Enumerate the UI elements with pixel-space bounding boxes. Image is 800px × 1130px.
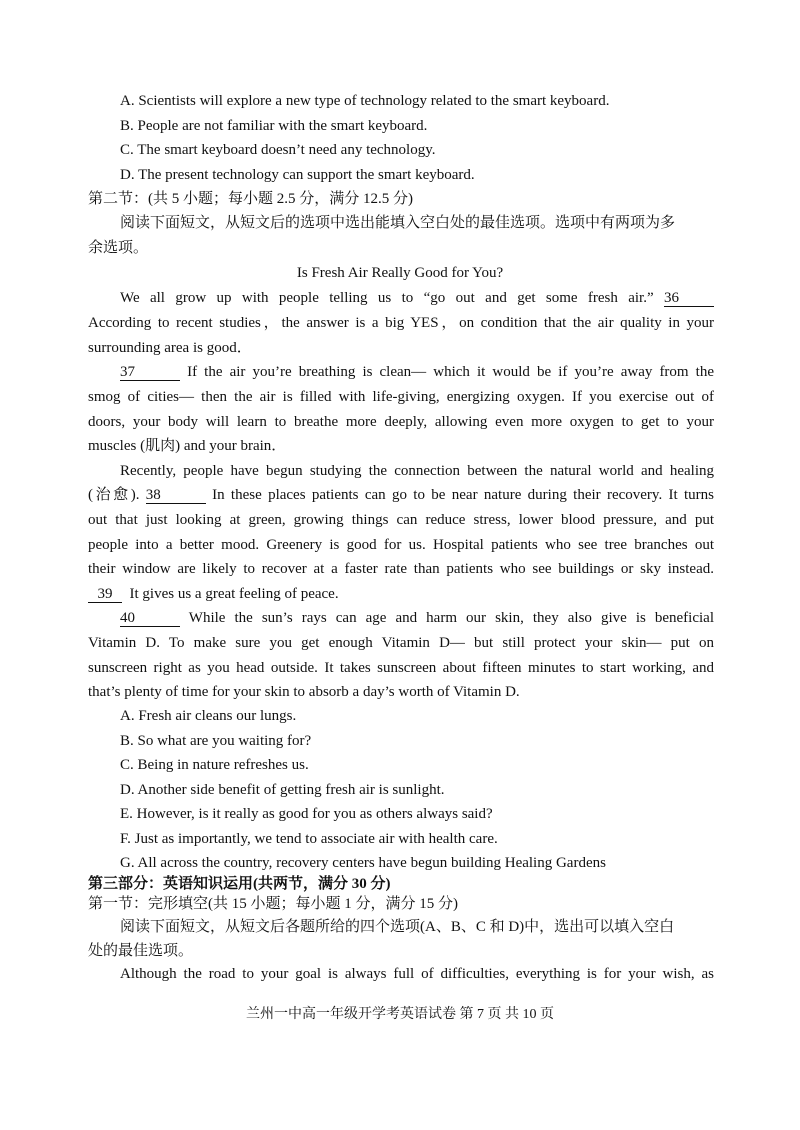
passage-line: (治愈). 38 In these places patients can go to be near nature during their recovery. It turns [88,487,715,503]
passage-line: their window are likely to recover at a faster rate than patients who see buildings or sky instead. [88,561,714,577]
part3-subheader: 第一节：完形填空(共 15 小题；每小题 1 分，满分 15 分) [88,896,458,912]
passage-line: Although the road to your goal is always full of difficulties, everything is for your wish, as [120,966,714,982]
passage-line: 37 If the air you’re breathing is clean— which it would be if you’re away from the [120,364,715,380]
prev-option-a: A. Scientists will explore a new type of technology related to the smart keyboard. [120,93,610,109]
passage-line: smog of cities— then the air is filled with life-giving, energizing oxygen. If you exercise out of [88,389,714,405]
passage-line: sunscreen right as you head outside. It takes sunscreen about fifteen minutes to start working, and [88,660,714,676]
answer-option-g: G. All across the country, recovery centers have begun building Healing Gardens [120,855,606,871]
passage-line: muscles (肌肉) and your brain． [88,438,287,454]
passage-line: 39 It gives us a great feeling of peace. [88,584,714,604]
answer-option-f: F. Just as importantly, we tend to associate air with health care. [120,831,498,847]
blank-39: 39 [88,586,122,603]
prev-option-c: C. The smart keyboard doesn’t need any technology. [120,142,436,158]
blank-37: 37 [120,364,180,381]
prev-option-b: B. People are not familiar with the smart keyboard. [120,118,428,134]
answer-option-d: D. Another side benefit of getting fresh air is sunlight. [120,782,445,798]
passage-line: doors, your body will learn to breathe more deeply, allowing even more oxygen to get to your [88,414,714,430]
passage-line: out that just looking at green, growing things can reduce stress, lower blood pressure, and put [88,512,714,528]
answer-option-c: C. Being in nature refreshes us. [120,757,309,773]
section2-instruction-cont: 余选项。 [88,240,149,256]
answer-option-e: E. However, is it really as good for you as others always said? [120,806,493,822]
passage-line: Recently, people have begun studying the connection between the natural world and healing [120,463,714,479]
part3-header: 第三部分：英语知识运用(共两节，满分 30 分) [88,876,391,892]
passage-title: Is Fresh Air Really Good for You? [296,265,504,281]
prev-option-d: D. The present technology can support the smart keyboard. [120,167,475,183]
part3-instruction: 阅读下面短文，从短文后各题所给的四个选项(A、B、C 和 D)中，选出可以填入空白 [120,919,675,935]
passage-line: surrounding area is good． [88,340,252,356]
passage-line: Vitamin D. To make sure you get enough Vitamin D— but still protect your skin— put on [88,635,714,651]
passage-line: According to recent studies，the answer is a big YES，on condition that the air quality in your [88,315,714,331]
blank-38: 38 [146,487,206,504]
passage-line: We all grow up with people telling us to “go out and get some fresh air.” 36 [120,288,714,308]
section2-header: 第二节：(共 5 小题；每小题 2.5 分，满分 12.5 分) [88,191,413,207]
blank-36: 36 [664,290,714,307]
passage-line: that’s plenty of time for your skin to absorb a day’s worth of Vitamin D. [88,684,520,700]
passage-line: 40 While the sun’s rays can age and harm our skin, they also give is beneficial [120,610,714,626]
part3-instruction-cont: 处的最佳选项。 [88,943,194,959]
answer-option-b: B. So what are you waiting for? [120,733,312,749]
blank-40: 40 [120,610,180,627]
passage-line: people into a better mood. Greenery is good for us. Hospital patients who see tree branches out [88,537,714,553]
section2-instruction: 阅读下面短文，从短文后的选项中选出能填入空白处的最佳选项。选项中有两项为多 [120,215,676,231]
page-footer: 兰州一中高一年级开学考英语试卷 第 7 页 共 10 页 [246,1007,554,1022]
answer-option-a: A. Fresh air cleans our lungs. [120,708,297,724]
